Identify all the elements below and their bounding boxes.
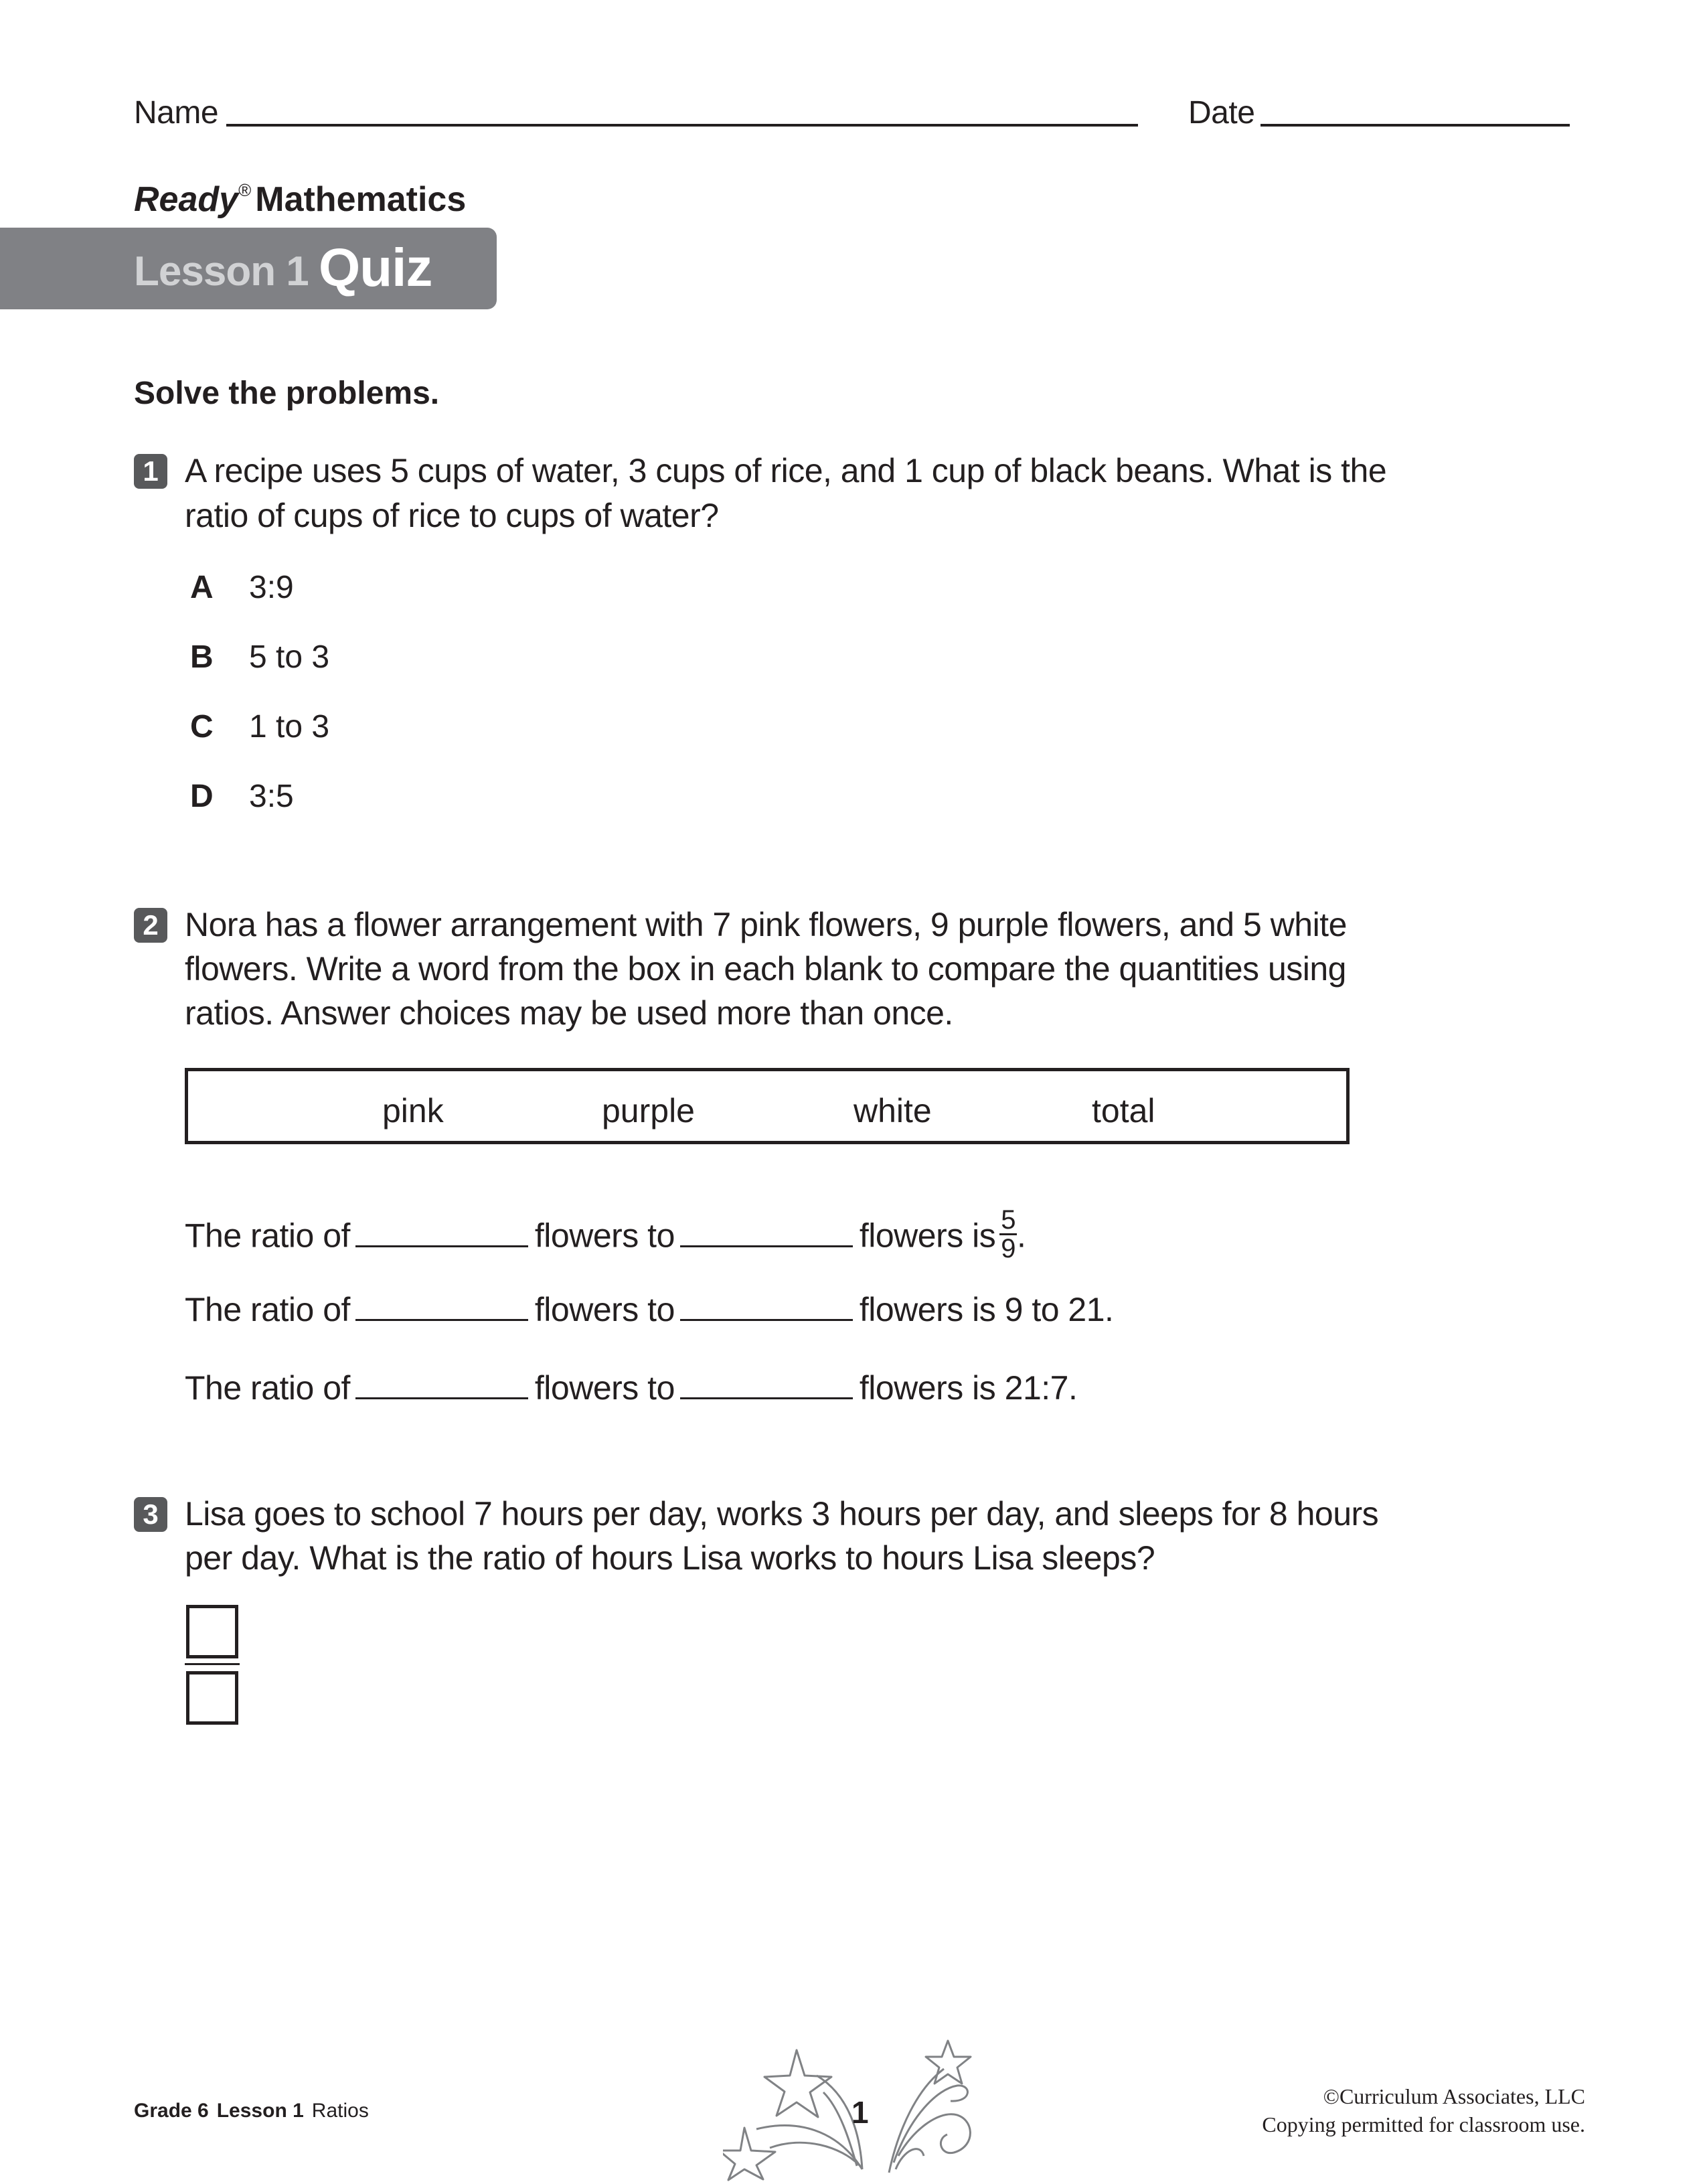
brand-ready: Ready [134,180,239,219]
question-number-badge: 3 [134,1497,167,1532]
choice-letter: C [190,709,214,745]
footer-copyright: ©Curriculum Associates, LLC [1323,2084,1585,2108]
sentence-middle: flowers to [534,1291,675,1328]
banner-lesson: Lesson 1 [134,248,309,295]
star-icon [723,2128,775,2180]
sentence-suffix: flowers is 21:7. [859,1369,1078,1407]
choice-letter: A [190,570,214,605]
numerator-answer-box[interactable] [186,1605,238,1658]
fraction [999,1206,1017,1262]
choice-letter: D [190,779,214,814]
blank-field[interactable] [355,1369,528,1399]
date-field[interactable] [1261,124,1570,127]
sentence-middle: flowers to [534,1369,675,1407]
question-text-line: ratio of cups of rice to cups of water? [185,497,719,534]
sentence-middle: flowers to [534,1217,675,1255]
blank-field[interactable] [680,1369,853,1399]
word-bank-item[interactable]: purple [602,1092,695,1129]
page-number: 1 [851,2095,869,2130]
fraction-numerator: 5 [1001,1205,1015,1235]
word-bank-item[interactable]: pink [382,1092,444,1129]
footer-permission: Copying permitted for classroom use. [1262,2112,1585,2136]
footer-course-info [134,2100,369,2122]
sentence-suffix: flowers is 9 to 21. [859,1291,1114,1328]
question-text-line: Nora has a flower arrangement with 7 pink flowers, 9 purple flowers, and 5 white [185,906,1347,943]
sentence-end: . [1017,1217,1026,1255]
choice-value: 1 to 3 [249,709,330,745]
footer-topic: Ratios [311,2100,369,2122]
ratio-sentence [185,1291,1113,1326]
blank-field[interactable] [680,1217,853,1247]
sentence-prefix: The ratio of [185,1291,350,1328]
sentence-suffix: flowers is [859,1217,996,1255]
question-text-line: flowers. Write a word from the box in each blank to compare the quantities using [185,950,1346,988]
date-label: Date [1188,95,1255,131]
star-icon [926,2041,971,2084]
registered-mark: ® [238,180,252,200]
question-text-line: ratios. Answer choices may be used more than once. [185,994,953,1032]
footer-grade: Grade 6 [134,2100,209,2122]
sentence-prefix: The ratio of [185,1217,350,1255]
fraction-denominator: 9 [1001,1234,1015,1263]
brand-mathematics: Mathematics [255,180,467,219]
choice-value: 5 to 3 [249,639,330,675]
ratio-sentence [185,1369,1077,1405]
choice-letter: B [190,639,214,675]
question-text-line: Lisa goes to school 7 hours per day, works 3 hours per day, and sleeps for 8 hours [185,1495,1379,1533]
blank-field[interactable] [680,1291,853,1321]
choice-value: 3:5 [249,779,294,814]
shooting-stars-ornament-icon [723,2029,977,2183]
name-field[interactable] [226,124,1138,127]
question-number-badge: 2 [134,908,167,943]
lesson-banner [0,228,497,309]
ratio-sentence [185,1205,1026,1266]
question-number-badge: 1 [134,454,167,489]
blank-field[interactable] [355,1291,528,1321]
brand-title [134,179,466,220]
word-bank-item[interactable]: total [1092,1092,1155,1129]
question-text-line: A recipe uses 5 cups of water, 3 cups of rice, and 1 cup of black beans. What is the [185,452,1387,489]
footer-lesson: Lesson 1 [216,2100,304,2122]
denominator-answer-box[interactable] [186,1671,238,1725]
sentence-prefix: The ratio of [185,1369,350,1407]
blank-field[interactable] [355,1217,528,1247]
star-icon [764,2050,831,2117]
name-label: Name [134,95,219,131]
footer-copyright-block [1262,2082,1585,2138]
banner-title: Quiz [319,238,432,297]
question-text-line: per day. What is the ratio of hours Lisa works to hours Lisa sleeps? [185,1539,1155,1577]
word-bank [185,1068,1350,1144]
fraction-bar [185,1663,240,1665]
choice-value: 3:9 [249,570,294,605]
instructions: Solve the problems. [134,376,440,411]
word-bank-item[interactable]: white [854,1092,932,1129]
